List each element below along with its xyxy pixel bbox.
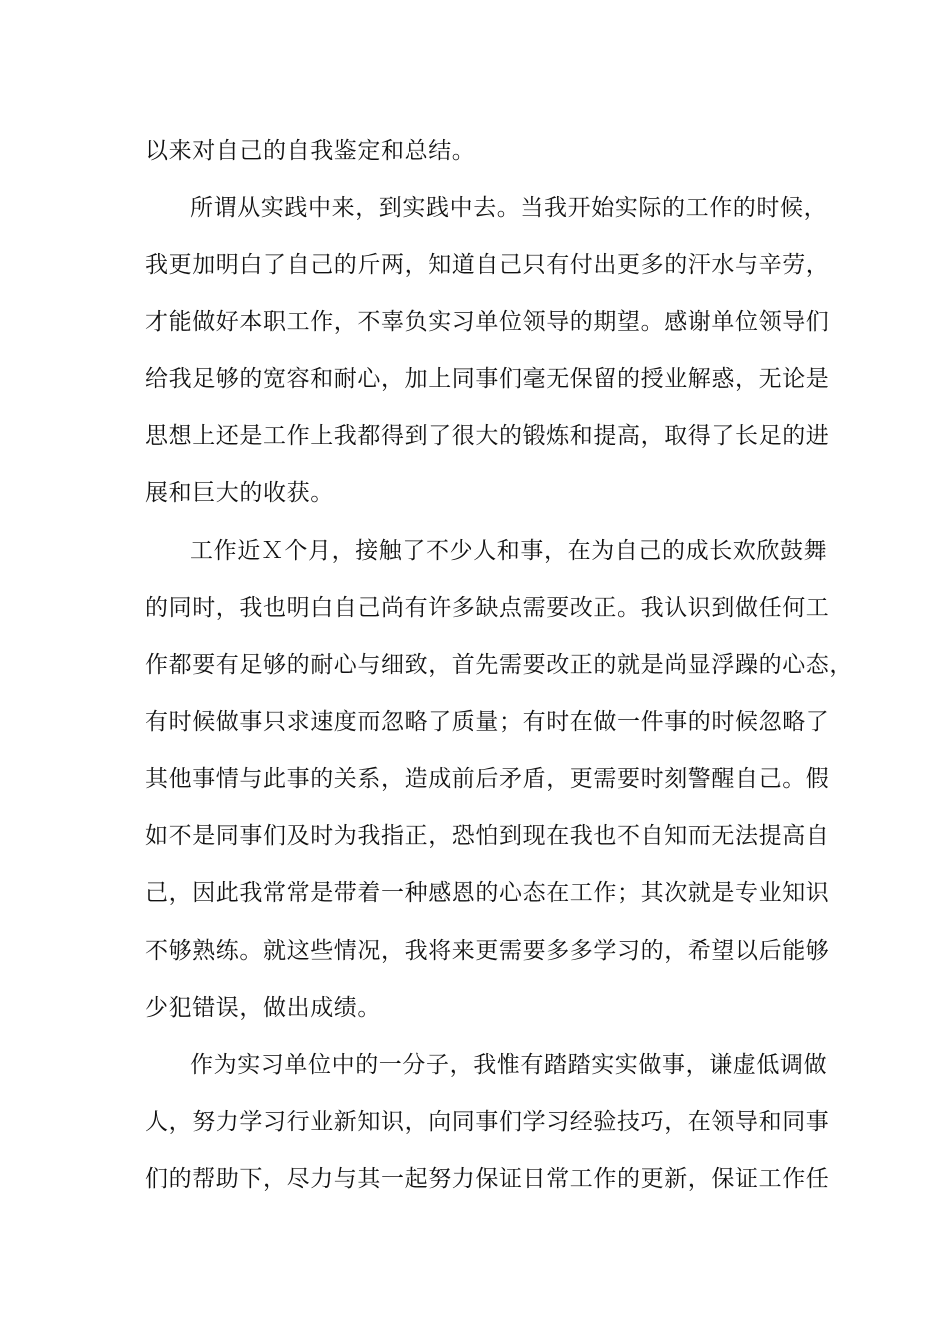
text-line: 给我足够的宽容和耐心，加上同事们毫无保留的授业解惑，无论是 bbox=[145, 366, 830, 392]
paragraph-first-line: 作为实习单位中的一分子，我惟有踏踏实实做事，谦虚低调做 bbox=[190, 1052, 828, 1078]
text-line: 思想上还是工作上我都得到了很大的锻炼和提高，取得了长足的进 bbox=[145, 423, 830, 449]
text-line: 以来对自己的自我鉴定和总结。 bbox=[145, 138, 476, 164]
text-line: 作都要有足够的耐心与细致，首先需要改正的就是尚显浮躁的心态， bbox=[145, 652, 853, 678]
text-line: 有时候做事只求速度而忽略了质量；有时在做一件事的时候忽略了 bbox=[145, 709, 830, 735]
text-line: 的同时，我也明白自己尚有许多缺点需要改正。我认识到做任何工 bbox=[145, 595, 830, 621]
paragraph-first-line: 所谓从实践中来，到实践中去。当我开始实际的工作的时候， bbox=[190, 195, 828, 221]
text-line: 如不是同事们及时为我指正，恐怕到现在我也不自知而无法提高自 bbox=[145, 823, 830, 849]
text-line: 我更加明白了自己的斤两，知道自己只有付出更多的汗水与辛劳， bbox=[145, 252, 830, 278]
text-line: 人，努力学习行业新知识，向同事们学习经验技巧，在领导和同事 bbox=[145, 1109, 830, 1135]
text-line: 们的帮助下，尽力与其一起努力保证日常工作的更新，保证工作任 bbox=[145, 1166, 830, 1192]
text-line: 己，因此我常常是带着一种感恩的心态在工作；其次就是专业知识 bbox=[145, 880, 830, 906]
text-line: 少犯错误，做出成绩。 bbox=[145, 995, 381, 1021]
text-line: 才能做好本职工作，不辜负实习单位领导的期望。感谢单位领导们 bbox=[145, 309, 830, 335]
text-line: 其他事情与此事的关系，造成前后矛盾，更需要时刻警醒自己。假 bbox=[145, 766, 830, 792]
paragraph-first-line: 工作近Ｘ个月，接触了不少人和事，在为自己的成长欢欣鼓舞 bbox=[190, 538, 828, 564]
text-line: 展和巨大的收获。 bbox=[145, 480, 334, 506]
text-line: 不够熟练。就这些情况，我将来更需要多多学习的，希望以后能够 bbox=[145, 938, 830, 964]
